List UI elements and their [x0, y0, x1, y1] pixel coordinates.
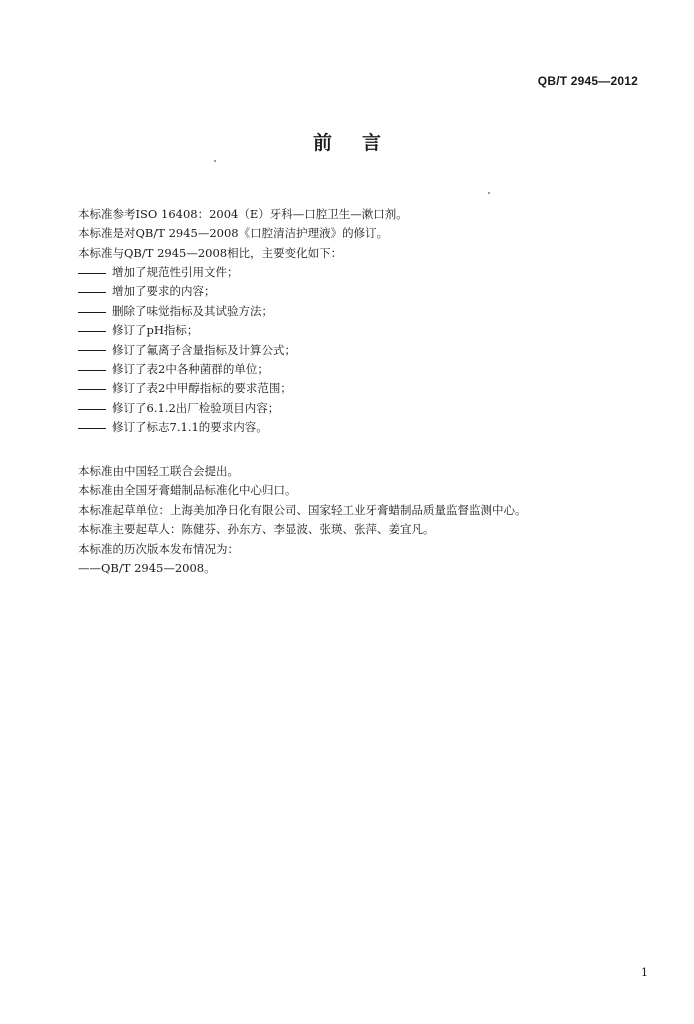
change-text: 修订了6.1.2出厂检验项目内容； — [112, 400, 280, 415]
dash-mark — [78, 409, 106, 410]
change-text: 修订了标志7.1.1的要求内容。 — [112, 420, 268, 435]
change-text: 增加了规范性引用文件； — [112, 265, 239, 279]
change-item — [78, 399, 638, 418]
change-text: 修订了表2中甲醇指标的要求范围； — [112, 381, 292, 396]
page-number: 1 — [641, 966, 648, 979]
standard-code: QB/T 2945—2012 — [537, 74, 638, 88]
intro-paragraph — [78, 205, 638, 263]
change-list — [78, 263, 638, 438]
drafting-info — [78, 462, 638, 578]
dash-mark — [78, 273, 106, 274]
change-text: 增加了要求的内容； — [112, 284, 216, 299]
change-item — [78, 321, 638, 340]
dash-mark — [78, 350, 106, 351]
dash-mark — [78, 370, 106, 371]
change-text: 修订了表2中各种菌群的单位； — [112, 362, 269, 377]
dash-mark — [78, 292, 106, 293]
intro-line: 本标准与QB/T 2945—2008相比，主要变化如下： — [78, 245, 343, 260]
intro-line: 本标准是对QB/T 2945—2008《口腔清洁护理液》的修订。 — [78, 226, 389, 241]
drafting-line: 本标准起草单位：上海美加净日化有限公司、国家轻工业牙膏蜡制品质量监督监测中心。 — [78, 502, 527, 517]
change-text: 修订了氟离子含量指标及计算公式； — [112, 342, 296, 357]
scan-speck — [488, 192, 490, 194]
change-text: 修订了pH指标； — [112, 323, 199, 338]
change-item — [78, 302, 638, 321]
dash-mark — [78, 312, 106, 313]
change-item — [78, 360, 638, 379]
change-item — [78, 341, 638, 360]
page-title: 前言 — [312, 132, 411, 154]
drafting-line: 本标准由全国牙膏蜡制品标准化中心归口。 — [78, 483, 297, 498]
dash-mark — [78, 428, 106, 429]
intro-line: 本标准参考ISO 16408：2004（E）牙科—口腔卫生—漱口剂。 — [78, 207, 408, 221]
drafting-line: ——QB/T 2945—2008。 — [78, 561, 216, 576]
drafting-line: 本标准主要起草人：陈健芬、孙东方、李显波、张瑛、张萍、姜宜凡。 — [78, 522, 435, 537]
dash-mark — [78, 331, 106, 332]
change-item — [78, 263, 638, 282]
drafting-line: 本标准的历次版本发布情况为： — [78, 541, 239, 556]
change-text: 删除了味觉指标及其试验方法； — [112, 303, 273, 318]
change-item — [78, 282, 638, 301]
drafting-line: 本标准由中国轻工联合会提出。 — [78, 464, 239, 478]
change-item — [78, 418, 638, 437]
dash-mark — [78, 389, 106, 390]
scan-speck — [214, 160, 216, 162]
change-item — [78, 379, 638, 398]
